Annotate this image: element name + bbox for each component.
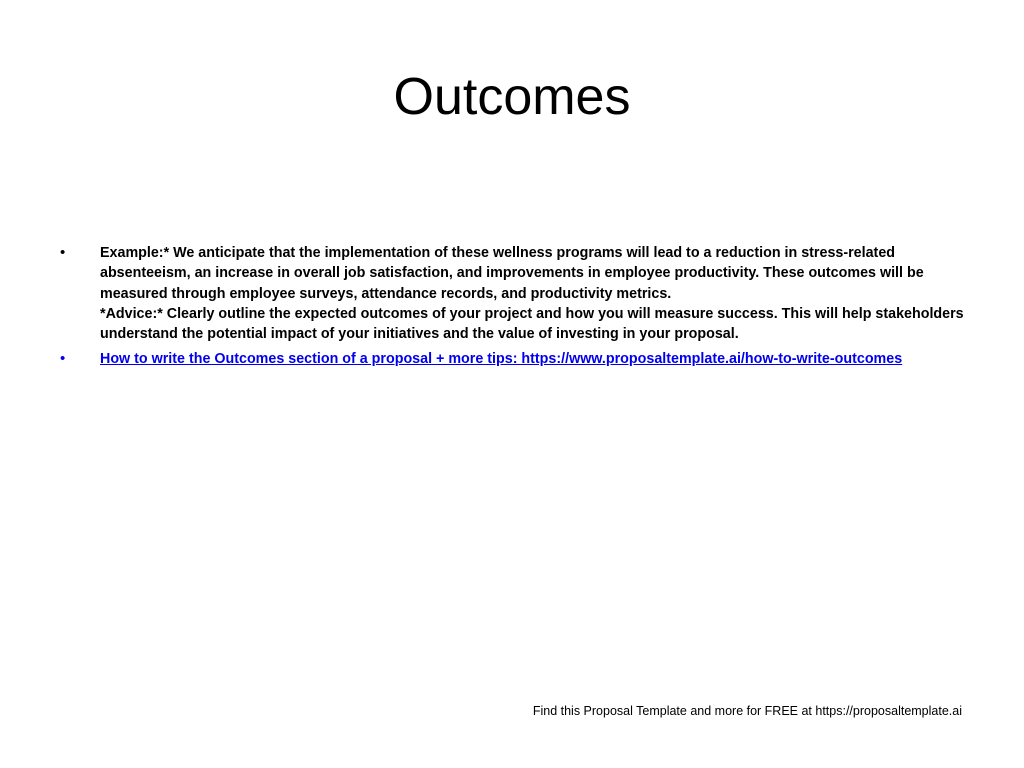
- bullet-item-link: [56, 349, 966, 369]
- bullet-icon: •: [60, 350, 66, 368]
- bullet-text: [100, 243, 966, 344]
- outcomes-guide-link[interactable]: How to write the Outcomes section of a proposal + more tips: https://www.proposaltemplate.ai/how-to-write-outcomes: [100, 351, 903, 368]
- bullet-list: [56, 243, 966, 369]
- bullet-icon: •: [60, 244, 66, 261]
- example-paragraph: Example:* We anticipate that the implementation of these wellness programs will lead to a reduction in stress-related absenteeism, an increase in overall job satisfaction, and improvements in employee productivity. These outcomes will be measured through employee surveys, attendance records, and productivity metrics.: [100, 245, 924, 302]
- slide-title: Outcomes: [393, 68, 631, 126]
- bullet-item-example: [56, 243, 966, 344]
- advice-paragraph: *Advice:* Clearly outline the expected outcomes of your project and how you will measure success. This will help stakeholders understand the potential impact of your initiatives and the value of investing in your proposal.: [100, 305, 964, 343]
- slide-content: [56, 243, 966, 374]
- footer-note: Find this Proposal Template and more for FREE at https://proposaltemplate.ai: [532, 704, 962, 718]
